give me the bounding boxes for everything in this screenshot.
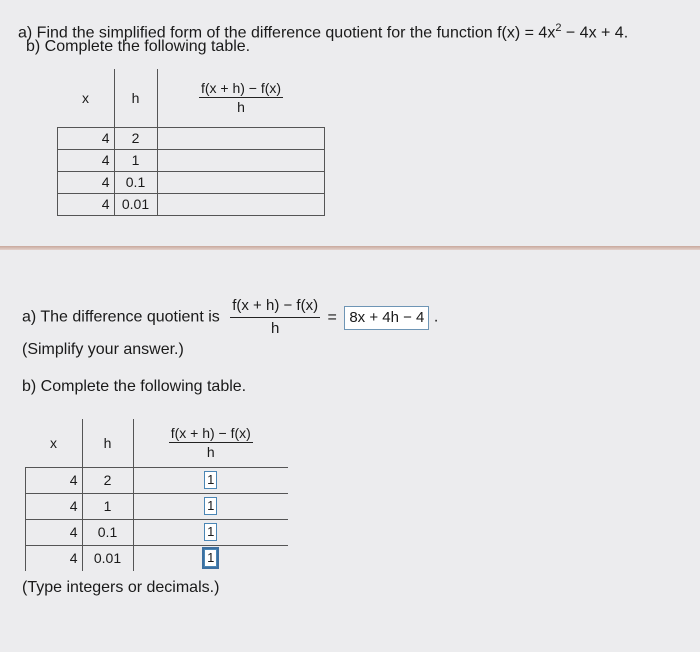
cell-x: 4 bbox=[26, 519, 83, 545]
cell-x: 4 bbox=[58, 149, 115, 171]
cell-x: 4 bbox=[26, 493, 83, 519]
cell-x: 4 bbox=[26, 467, 83, 493]
cell-h: 0.1 bbox=[82, 519, 133, 545]
header-difference-quotient bbox=[157, 69, 325, 127]
section-divider bbox=[0, 246, 700, 250]
difference-quotient-answer-input[interactable]: 8x + 4h − 4 bbox=[344, 306, 429, 330]
answer-a-numerator: f(x + h) − f(x) bbox=[230, 296, 320, 318]
cell-x: 4 bbox=[58, 193, 115, 215]
cell-x: 4 bbox=[26, 545, 83, 571]
cell-h: 2 bbox=[114, 127, 157, 149]
cell-h: 1 bbox=[114, 149, 157, 171]
cell-dq bbox=[133, 467, 288, 493]
header-h: h bbox=[82, 419, 133, 467]
answer-a-denominator: h bbox=[270, 320, 280, 337]
answer-a-line bbox=[22, 296, 438, 339]
dq-input[interactable]: 1 bbox=[204, 471, 217, 489]
question-line-b: b) Complete the following table. bbox=[26, 38, 251, 55]
cell-dq bbox=[157, 193, 325, 215]
dq-input[interactable]: 1 bbox=[204, 523, 217, 541]
cell-dq bbox=[157, 127, 325, 149]
answer-a-prefix: a) The difference quotient is bbox=[22, 308, 220, 326]
dq-fraction bbox=[199, 80, 283, 115]
dq-numerator: f(x + h) − f(x) bbox=[200, 80, 282, 97]
exponent: 2 bbox=[555, 22, 562, 34]
equals-sign: = bbox=[327, 308, 337, 326]
dq-numerator: f(x + h) − f(x) bbox=[170, 425, 251, 442]
header-difference-quotient bbox=[133, 419, 288, 467]
cell-dq bbox=[133, 519, 288, 545]
cell-dq bbox=[157, 171, 325, 193]
dq-denominator: h bbox=[206, 444, 215, 461]
dq-denominator: h bbox=[237, 99, 245, 116]
cell-h: 0.01 bbox=[82, 545, 133, 571]
cell-dq bbox=[157, 149, 325, 171]
question-text-prefix: a) Find the simplified form of the difference quotient for the function f(x) = 4x bbox=[18, 24, 556, 42]
answer-a-fraction bbox=[230, 296, 320, 339]
question-text-suffix: − 4x + 4. bbox=[561, 24, 629, 42]
header-x: x bbox=[26, 419, 83, 467]
cell-x: 4 bbox=[58, 171, 115, 193]
header-h: h bbox=[114, 69, 157, 127]
cell-h: 1 bbox=[82, 493, 133, 519]
simplify-hint: (Simplify your answer.) bbox=[22, 341, 184, 358]
cell-h: 0.01 bbox=[114, 193, 157, 215]
cell-dq bbox=[133, 545, 288, 571]
header-x: x bbox=[58, 69, 115, 127]
period: . bbox=[433, 308, 439, 326]
dq-input[interactable]: 1 bbox=[204, 497, 217, 515]
answer-table bbox=[25, 419, 288, 571]
dq-input[interactable]: 1 bbox=[204, 549, 217, 567]
decimals-hint: (Type integers or decimals.) bbox=[22, 579, 220, 596]
dq-fraction bbox=[169, 425, 253, 460]
cell-h: 0.1 bbox=[114, 171, 157, 193]
cell-dq bbox=[133, 493, 288, 519]
cell-x: 4 bbox=[58, 127, 115, 149]
answer-b-title: b) Complete the following table. bbox=[22, 378, 247, 395]
question-table bbox=[57, 69, 325, 216]
cell-h: 2 bbox=[82, 467, 133, 493]
